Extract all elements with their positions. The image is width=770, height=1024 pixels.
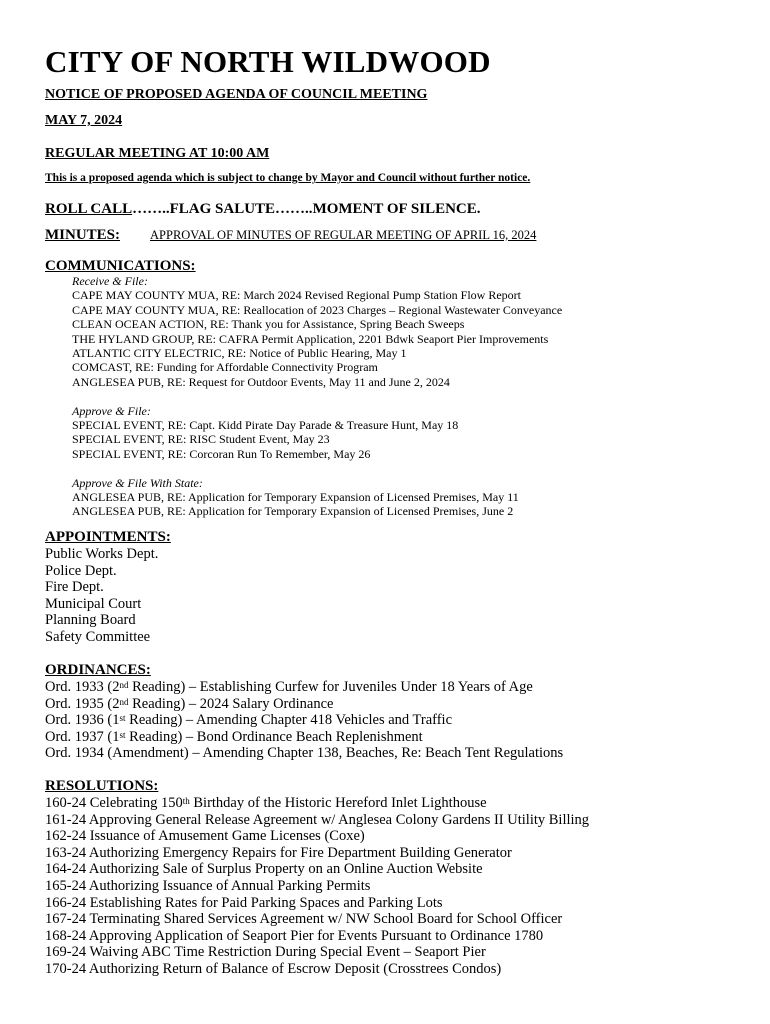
list-item: ANGLESEA PUB, RE: Request for Outdoor Events, May 11 and June 2, 2024 — [72, 374, 450, 389]
list-item: ANGLESEA PUB, RE: Application for Temporary Expansion of Licensed Premises, June 2 — [72, 504, 514, 519]
rollcall-label: ROLL CALL — [45, 201, 133, 217]
list-item: 166-24 Establishing Rates for Paid Parking Spaces and Parking Lots — [45, 894, 443, 911]
list-item: CLEAN OCEAN ACTION, RE: Thank you for Assistance, Spring Beach Sweeps — [72, 317, 465, 332]
list-item: COMCAST, RE: Funding for Affordable Connectivity Program — [72, 360, 378, 375]
list-item: 160-24 Celebrating 150th Birthday of the Historic Hereford Inlet Lighthouse — [45, 795, 487, 811]
list-item: 168-24 Approving Application of Seaport Pier for Events Pursuant to Ordinance 1780 — [45, 927, 544, 944]
list-item: 169-24 Waiving ABC Time Restriction During Special Event – Seaport Pier — [45, 944, 486, 961]
ordinances-list — [45, 679, 563, 762]
meeting-date: MAY 7, 2024 — [45, 113, 123, 128]
appointments-list — [45, 546, 158, 646]
list-item: THE HYLAND GROUP, RE: CAFRA Permit Application, 2201 Bdwk Seaport Pier Improvements — [72, 331, 549, 346]
communications-heading: COMMUNICATIONS: — [45, 258, 196, 274]
ordinances-heading: ORDINANCES: — [45, 662, 151, 678]
list-item: Police Dept. — [45, 562, 117, 579]
list-item: 167-24 Terminating Shared Services Agreement w/ NW School Board for School Officer — [45, 911, 563, 928]
list-item: Municipal Court — [45, 595, 142, 612]
list-item: Ord. 1934 (Amendment) – Amending Chapter 138, Beaches, Re: Beach Tent Regulations — [45, 745, 564, 762]
list-item: Ord. 1937 (1st Reading) – Bond Ordinance Beach Replenishment — [45, 728, 423, 745]
communications-list — [72, 274, 562, 519]
disclaimer-note: This is a proposed agenda which is subject to change by Mayor and Council without further notice. — [45, 172, 531, 184]
rollcall-dots: …….. — [132, 201, 170, 217]
approve-file-heading: Approve & File: — [72, 403, 151, 418]
list-item: 165-24 Authorizing Issuance of Annual Parking Permits — [45, 877, 371, 894]
resolutions-list — [45, 795, 589, 978]
list-item: ANGLESEA PUB, RE: Application for Temporary Expansion of Licensed Premises, May 11 — [72, 490, 519, 505]
list-item: Fire Dept. — [45, 579, 104, 596]
receive-file-heading: Receive & File: — [72, 274, 148, 288]
meeting-time-heading: REGULAR MEETING AT 10:00 AM — [45, 146, 270, 161]
flag-salute-label: FLAG SALUTE…….. — [169, 201, 313, 217]
list-item: Ord. 1935 (2nd Reading) – 2024 Salary Ordinance — [45, 695, 334, 712]
list-item: 163-24 Authorizing Emergency Repairs for Fire Department Building Generator — [45, 844, 512, 861]
resolutions-heading: RESOLUTIONS: — [45, 778, 159, 794]
minutes-line — [45, 227, 536, 244]
rollcall-line — [45, 201, 481, 218]
list-item: ATLANTIC CITY ELECTRIC, RE: Notice of Public Hearing, May 1 — [72, 346, 407, 361]
list-item: SPECIAL EVENT, RE: Capt. Kidd Pirate Day Parade & Treasure Hunt, May 18 — [72, 418, 459, 433]
list-item: 162-24 Issuance of Amusement Game Licenses (Coxe) — [45, 828, 365, 845]
list-item: 170-24 Authorizing Return of Balance of Escrow Deposit (Crosstrees Condos) — [45, 960, 502, 977]
list-item: SPECIAL EVENT, RE: Corcoran Run To Remember, May 26 — [72, 446, 371, 461]
minutes-text: APPROVAL OF MINUTES OF REGULAR MEETING OF APRIL 16, 2024 — [150, 228, 537, 242]
notice-heading: NOTICE OF PROPOSED AGENDA OF COUNCIL MEETING — [45, 87, 428, 102]
list-item: Ord. 1936 (1st Reading) – Amending Chapter 418 Vehicles and Traffic — [45, 712, 453, 729]
minutes-label: MINUTES: — [45, 227, 121, 243]
list-item: Ord. 1933 (2nd Reading) – Establishing Curfew for Juveniles Under 18 Years of Age — [45, 679, 533, 695]
list-item: 161-24 Approving General Release Agreement w/ Anglesea Colony Gardens II Utility Billing — [45, 811, 590, 828]
list-item: CAPE MAY COUNTY MUA, RE: March 2024 Revised Regional Pump Station Flow Report — [72, 288, 521, 303]
approve-file-state-heading: Approve & File With State: — [72, 475, 203, 490]
list-item: CAPE MAY COUNTY MUA, RE: Reallocation of 2023 Charges – Regional Wastewater Conveyance — [72, 302, 563, 317]
list-item: Safety Committee — [45, 628, 151, 645]
list-item: Public Works Dept. — [45, 546, 159, 562]
list-item: Planning Board — [45, 612, 136, 629]
moment-of-silence-label: MOMENT OF SILENCE. — [312, 201, 481, 217]
appointments-heading: APPOINTMENTS: — [45, 529, 171, 545]
page-title: CITY OF NORTH WILDWOOD — [45, 44, 491, 79]
list-item: 164-24 Authorizing Sale of Surplus Property on an Online Auction Website — [45, 861, 483, 878]
list-item: SPECIAL EVENT, RE: RISC Student Event, May 23 — [72, 432, 330, 447]
